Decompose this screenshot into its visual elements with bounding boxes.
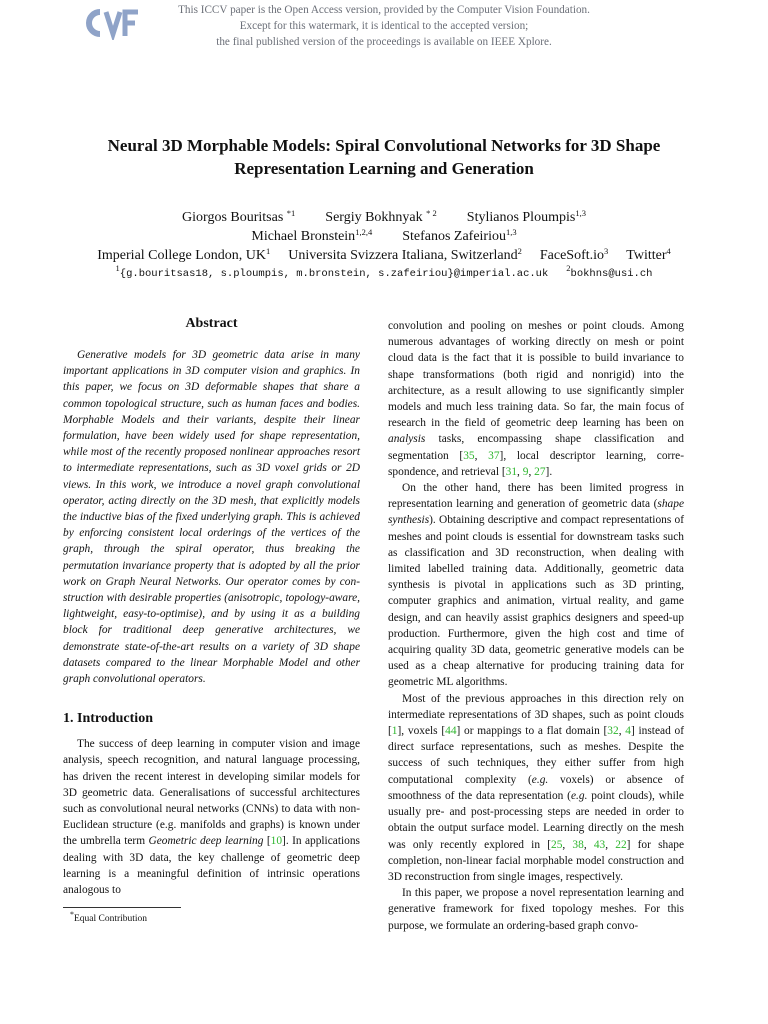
affiliation: Imperial College London, UK: [97, 248, 266, 263]
citation-link[interactable]: 25: [551, 838, 563, 851]
body-paragraph: [388, 480, 684, 691]
text-run: ], local descriptor learning, correspondence, and retrieval [: [388, 449, 684, 478]
affiliation-superscript: 3: [604, 246, 609, 256]
title-line: Representation Learning and Generation: [234, 159, 534, 178]
author-superscript: * 2: [426, 208, 437, 218]
text-run: ]. In applications dealing with 3D data, the key challenge of geometric deep learning is a meaningful definition of intrinsic operations analogous to: [63, 835, 360, 897]
body-paragraph: [63, 736, 360, 898]
text-run: convolution and pooling on meshes or point clouds. Among numerous advantages of working directly on mesh or point cloud data is the fact that it is possible to build invariance to shape transformations (both rigid and nonrigid) into the architecture, as a result allowing to use significantly simpler models and much less training data. So far, the main focus of research in the field of geometric deep learning has been on: [388, 320, 684, 430]
affiliation-superscript: 1: [266, 246, 271, 256]
open-access-watermark: [160, 2, 608, 50]
footnote-text: Equal Contribution: [73, 914, 148, 925]
left-column: [63, 314, 360, 898]
author-name: Stylianos Ploumpis: [466, 210, 576, 225]
citation-link[interactable]: 35: [463, 449, 475, 462]
email-address: {g.bouritsas18, s.ploumpis, m.bronstein, s.zafeiriou}@imperial.ac.uk: [119, 268, 549, 280]
text-run: ). Obtaining descriptive and compact representations of meshes and point clouds is essential for downstream tasks such as classification and 3D reconstruction, when dealing with limited labelled training data. Additionally, geometric data synthesis is pivotal in applications such as 3D printing, computer graphics and animation, virtual reality, and game design, and can heavily assist graphics designers and speed-up production. Furthermore, given the high cost and time of acquiring quality 3D data, geometric generative models can be used as a cheap alternative for producing training data for geometric ML algorithms.: [388, 514, 684, 689]
text-run: tasks, encompassing shape classification and segmentation [: [388, 433, 684, 462]
email-row: [0, 265, 768, 284]
citation-link[interactable]: 43: [593, 838, 606, 851]
citation-link[interactable]: 10: [270, 835, 283, 848]
text-run: ], voxels [: [397, 725, 446, 738]
author-superscript: *1: [286, 208, 296, 218]
citation-link[interactable]: 32: [607, 725, 619, 738]
citation-link[interactable]: 9: [522, 465, 529, 478]
title-line: Neural 3D Morphable Models: Spiral Convolutional Networks for 3D Shape: [107, 136, 661, 155]
citation-link[interactable]: 44: [445, 725, 457, 738]
watermark-line: This ICCV paper is the Open Access version, provided by the Computer Vision Foundation.: [178, 4, 590, 16]
paper-title: [40, 134, 728, 180]
body-paragraph: Most of the previous approaches in this direction rely on intermediate representations of 3D shapes, such as point clouds [1], voxels [44] or mappings to a flat domain [32, 4] instead of direct surface representations, such as meshes. Despite the success of such techniques, they either suffer from high computational complexity (e.g. voxels) or absence of smoothness of the data representation (e.g. point clouds), while usually pre- and post-processing steps are needed in order to obtain the output surface model. Learning directly on the mesh was only recently explored in [25, 38, 43, 22] for shape completion, non-linear facial morphable model construction and 3D reconstruction from single images, respectively.: [388, 692, 685, 883]
affiliation: FaceSoft.io: [539, 248, 605, 263]
footnote: [70, 909, 147, 925]
author-name: Sergiy Bokhnyak: [325, 210, 423, 225]
footnote-mark: *: [70, 910, 74, 919]
emphasis: e.g.: [570, 789, 588, 802]
affiliation-superscript: 4: [666, 246, 671, 256]
citation-link[interactable]: 31: [505, 465, 518, 478]
body-paragraph: In this paper, we propose a novel representation learning and generative framework for fixed topology meshes. For this purpose, we formulate an ordering-based graph convo-: [388, 887, 684, 932]
email-superscript: 2: [566, 263, 571, 273]
author-superscript: 1,2,4: [355, 227, 373, 237]
text-run: ] for shape completion, non-linear facial morphable model construction and 3D reconstruction from single images, respectively.: [388, 838, 685, 883]
author-superscript: 1,3: [505, 227, 517, 237]
text-run: Most of the previous approaches in this direction rely on intermediate representations of 3D shapes, such as point clouds [: [388, 692, 684, 738]
email-superscript: 1: [115, 263, 120, 273]
text-run: [: [263, 835, 271, 848]
citation-link[interactable]: 1: [391, 725, 398, 738]
footnote-divider: [63, 907, 181, 908]
text-run: The success of deep learning in computer vision and image analysis, speech recognition, and natural language processing, has driven the recent interest in developing similar models for 3D geometric data. Generalisations of successful architectures such as convolutional neural networks (CNNs) to data with non-Euclidean structure (e.g. manifolds and graphs) is known under the umbrella term: [63, 738, 360, 848]
author-superscript: 1,3: [575, 208, 586, 218]
affiliation-superscript: 2: [517, 246, 522, 256]
emphasis: shape synthesis: [388, 498, 684, 527]
emphasis: Geometric deep learning: [148, 835, 264, 848]
text-run: On the other hand, there has been limited progress in representation learning and generation of geometric data (: [388, 482, 684, 511]
text-run: ].: [545, 465, 553, 478]
author-row: [0, 227, 768, 246]
citation-link[interactable]: 4: [625, 725, 631, 738]
emphasis: e.g.: [531, 773, 549, 786]
text-run: point clouds), while usually pre- and post-processing steps are needed in order to obtain the output surface model. Learning directly on the mesh was only recently explored in [: [388, 789, 684, 851]
affiliation: Universita Svizzera Italiana, Switzerland: [288, 248, 518, 263]
citation-link[interactable]: 38: [572, 838, 584, 851]
watermark-line: Except for this watermark, it is identical to the accepted version;: [239, 20, 529, 32]
citation-link[interactable]: 22: [615, 838, 627, 851]
abstract-text: Generative models for 3D geometric data arise in many important applications in 3D computer vision and graphics. In this paper, we focus on 3D deformable shapes that share a common topological structure, such as human faces and bodies. Morphable Models and their variants, despite their linear formulation, have been widely used for shape representation, while most of the recently proposed nonlinear approaches resort to intermediate representations, such as 3D voxel grids or 2D views. In this work, we introduce a novel graph convolutional operator, acting directly on the 3D mesh, that explicitly models the inductive bias of the fixed underlying graph. This is achieved by enforcing consistent local orderings of the vertices of the graph, through the spiral operator, thus breaking the permutation invariance property that is adopted by all the prior work on Graph Neural Networks. Our operator comes by construction with desirable properties (anisotropic, topology-aware, lightweight, easy-to-optimise), and by using it as a building block for traditional deep generative architectures, we demonstrate state-of-the-art results on a variety of 3D shape datasets compared to the linear Morphable Model and other graph convolutional operators.: [63, 349, 360, 686]
affiliation: Twitter: [626, 248, 667, 263]
text-run: voxels) or absence of smoothness of the data representation (: [388, 773, 684, 802]
email-address: bokhns@usi.ch: [570, 268, 653, 280]
citation-link[interactable]: 27: [534, 465, 546, 478]
author-row: [0, 208, 768, 227]
abstract-heading: Abstract: [185, 316, 238, 331]
body-paragraph: convolution and pooling on meshes or point clouds. Among numerous advantages of working directly on mesh or point cloud data is the fact that it is possible to build invariance to shape transformations (both rigid and nonrigid) into the architecture, as a result allowing to use significantly simpler models and much less training data. So far, the main focus of research in the field of geometric deep learning has been on analysis tasks, encompassing shape classification and segmentation [35, 37], local descriptor learning, correspondence, and retrieval [31, 9, 27].: [388, 320, 684, 478]
watermark-line: the final published version of the proceedings is available on IEEE Xplore.: [216, 36, 552, 48]
citation-link[interactable]: 37: [488, 449, 500, 462]
author-block: [0, 208, 768, 284]
author-name: Giorgos Bouritsas: [182, 210, 284, 225]
author-name: Michael Bronstein: [251, 229, 356, 244]
right-column: [388, 318, 684, 934]
text-run: ] instead of direct surface representations, such as meshes. Despite the success of such techniques, they either suffer from high computational complexity (: [388, 725, 684, 786]
emphasis: analysis: [388, 433, 426, 446]
text-run: ] or mappings to a flat domain [: [456, 725, 608, 738]
author-name: Stefanos Zafeiriou: [402, 229, 506, 244]
cvf-logo: [84, 6, 140, 40]
section-heading: 1. Introduction: [63, 711, 153, 727]
